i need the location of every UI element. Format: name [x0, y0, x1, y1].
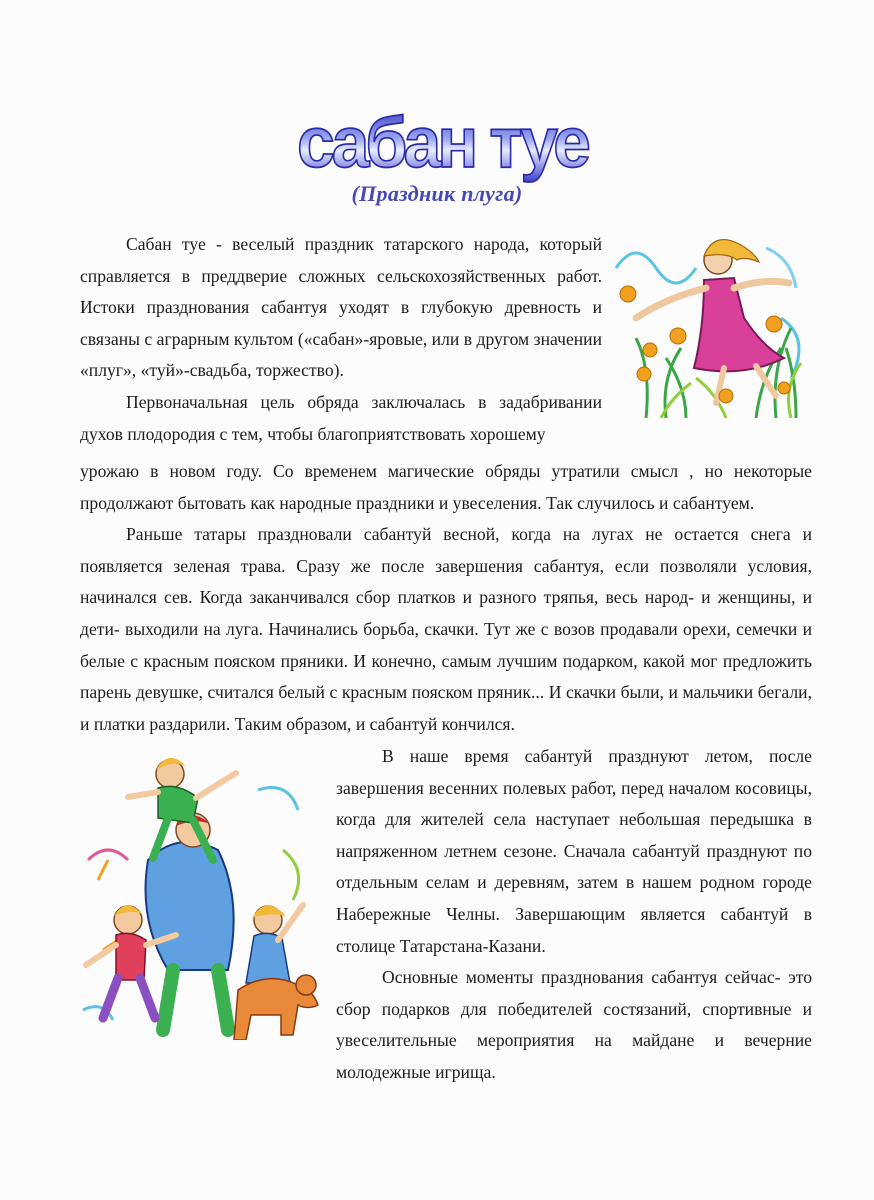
title-wordart	[270, 104, 615, 184]
paragraph-2-end: урожаю в новом году. Со временем магические обряды утратили смысл , но некоторые продолжают бытовать как народные праздники и увеселения. Так случилось и сабантуем.	[80, 461, 812, 513]
paragraph-4: В наше время сабантуй празднуют летом, после завершения весенних полевых работ, перед началом косовицы, когда для жителей села наступает небольшая передышка в напряженном летнем сезоне. Сначала сабантуй празднуют по отдельным селам и деревням, затем в нашем родном городе Набережные Челны. Завершающим является сабантуй в столице Татарстана-Казани.	[336, 746, 812, 956]
text-block-bottom	[336, 741, 812, 1089]
dancing-girl-illustration	[606, 228, 820, 424]
paragraph-5: Основные моменты празднования сабантуя сейчас- это сбор подарков для победителей состязаний, спортивные и увеселительные мероприятия на майдане и вечерние молодежные игрища.	[336, 967, 812, 1082]
paragraph-2-start: Первоначальная цель обряда заключалась в задабривании духов плодородия с тем, чтобы благоприятствовать хорошему	[80, 391, 602, 444]
text-block-top	[80, 229, 602, 450]
title-svg	[270, 104, 615, 184]
paragraph-1: Сабан туе - веселый праздник татарского народа, который справляется в преддверие сложных сельскохозяйственных работ. Истоки празднования сабантуя уходят в глубокую древность и связаны с аграрным культом («сабан»-яровые, или в другом значении «плуг», «туй»-свадьба, торжество).	[80, 234, 602, 381]
family-celebration-illustration	[78, 740, 326, 1040]
paragraph-3: Раньше татары праздновали сабантуй весной, когда на лугах не остается снега и появляется зеленая трава. Сразу же после завершения сабантуя, если позволяли условия, начинался сев. Когда заканчивался сбор платков и разного тряпья, весь народ- и женщины, и дети- выходили на луга. Начинались борьба, скачки. Тут же с возов продавали орехи, семечки и белые с красным пояском пряники. И конечно, самым лучшим подарком, какой мог предложить парень девушке, считался белый с красным пояском пряник... И скачки были, и мальчики бегали, и платки раздарили. Таким образом, и сабантуй кончился.	[80, 524, 812, 734]
page-subtitle: (Праздник плуга)	[351, 181, 523, 206]
text-block-middle	[80, 456, 812, 740]
page-title: сабан туе	[297, 104, 587, 183]
